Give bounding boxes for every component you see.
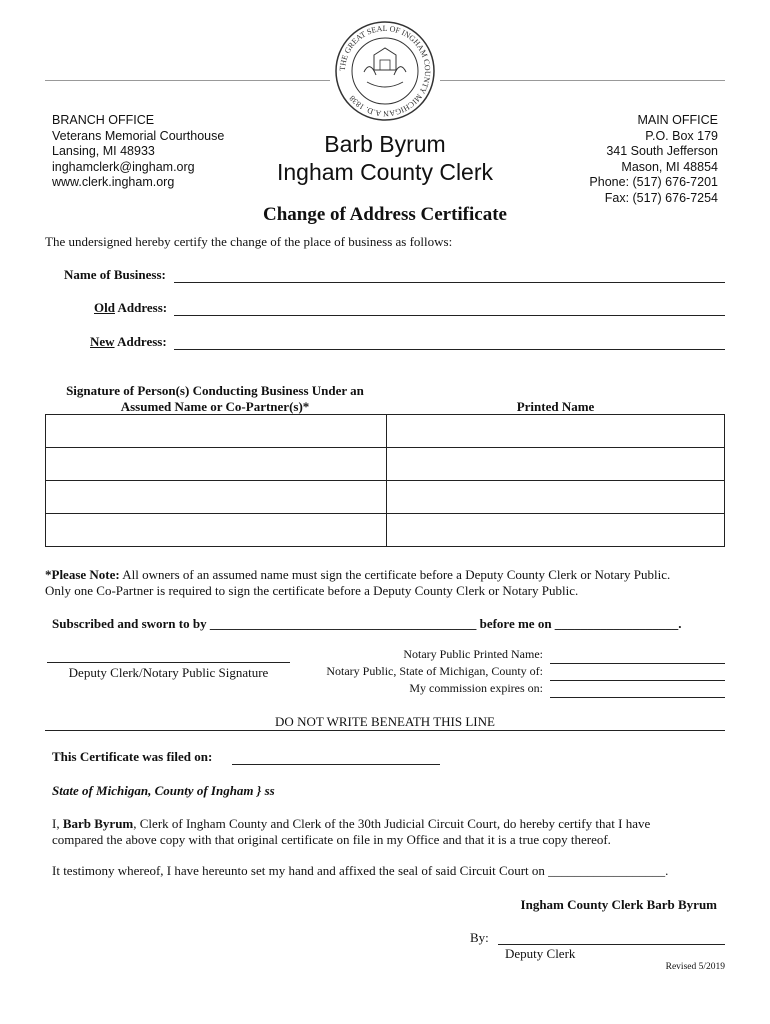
signature-cell[interactable] — [46, 415, 387, 448]
sworn-statement: Subscribed and sworn to by _________________________________________ before me on ___________________. — [52, 616, 682, 631]
deputy-clerk-label: Deputy Clerk — [505, 946, 576, 961]
signature-header-line: Assumed Name or Co-Partner(s)* — [120, 399, 310, 414]
branch-office-block — [52, 113, 224, 191]
header-rule-left — [45, 80, 330, 81]
revised-date: Revised 5/2019 — [665, 962, 725, 972]
venue-line: State of Michigan, County of Ingham } ss — [52, 783, 275, 798]
main-office-title: MAIN OFFICE — [637, 113, 718, 127]
business-name-label: Name of Business: — [64, 267, 166, 282]
notary-printed-name-label: Notary Public Printed Name: — [403, 647, 543, 661]
main-office-phone: Phone: (517) 676-7201 — [589, 175, 718, 189]
printed-name-column-header: Printed Name — [516, 399, 595, 414]
do-not-write-divider — [45, 730, 725, 731]
deputy-signature-field[interactable] — [47, 662, 290, 663]
signature-table — [45, 414, 725, 547]
notary-county-label: Notary Public, State of Michigan, County of: — [326, 664, 543, 678]
clerk-certification — [52, 816, 742, 848]
new-word: New — [90, 334, 115, 349]
address-word: Address: — [114, 300, 168, 315]
signature-cell[interactable] — [46, 514, 387, 547]
branch-office-title: BRANCH OFFICE — [52, 113, 155, 127]
branch-office-line: Lansing, MI 48933 — [52, 144, 155, 158]
notary-printed-name-field[interactable] — [550, 663, 725, 664]
signature-cell[interactable] — [46, 481, 387, 514]
by-label: By: — [470, 930, 489, 945]
svg-text:THE GREAT SEAL OF INGHAM COUNT: THE GREAT SEAL OF INGHAM COUNTY MICHIGAN A.D. 1838 — [337, 23, 433, 119]
notary-county-field[interactable] — [550, 680, 725, 681]
printed-name-cell[interactable] — [387, 514, 725, 547]
address-word: Address: — [114, 334, 167, 349]
deputy-signature-label: Deputy Clerk/Notary Public Signature — [68, 665, 269, 680]
header-rule-right — [440, 80, 725, 81]
old-address-label — [94, 300, 167, 316]
signature-header-line: Signature of Person(s) Conducting Business Under an — [66, 383, 364, 398]
main-office-line: P.O. Box 179 — [645, 128, 718, 143]
new-address-field[interactable] — [174, 349, 725, 350]
commission-expires-label: My commission expires on: — [409, 681, 543, 695]
printed-name-cell[interactable] — [387, 481, 725, 514]
branch-office-website[interactable]: www.clerk.ingham.org — [52, 175, 175, 189]
form-title: Change of Address Certificate — [263, 204, 507, 225]
printed-name-cell[interactable] — [387, 448, 725, 481]
cert-text: , Clerk of Ingham County and Clerk of the 30th Judicial Circuit Court, do hereby certify that I have — [133, 816, 651, 831]
main-office-line: Mason, MI 48854 — [621, 159, 718, 174]
new-address-label — [90, 334, 167, 350]
cert-text-2: compared the above copy with that original certificate on file in my Office and that it is a true copy thereof. — [52, 832, 611, 847]
table-row — [46, 481, 725, 514]
filed-on-field[interactable] — [232, 764, 440, 765]
notary-labels — [326, 646, 543, 697]
old-word: Old — [94, 300, 115, 315]
table-row — [46, 448, 725, 481]
commission-expires-field[interactable] — [550, 697, 725, 698]
table-row — [46, 514, 725, 547]
old-address-field[interactable] — [174, 315, 725, 316]
clerk-title: Ingham County Clerk — [276, 159, 494, 185]
clerk-signer: Ingham County Clerk Barb Byrum — [520, 897, 717, 912]
testimony-line: It testimony whereof, I have hereunto set my hand and affixed the seal of said Circuit Court on __________________. — [52, 863, 669, 878]
note-text: All owners of an assumed name must sign the certificate before a Deputy County Clerk or Notary Public. — [119, 567, 671, 582]
cert-pre: I, — [52, 816, 63, 831]
branch-office-line: Veterans Memorial Courthouse — [52, 128, 225, 143]
branch-office-email[interactable]: inghamclerk@ingham.org — [52, 159, 195, 174]
county-seal — [334, 20, 436, 122]
printed-name-cell[interactable] — [387, 415, 725, 448]
clerk-name: Barb Byrum — [324, 131, 446, 157]
table-row — [46, 415, 725, 448]
main-office-line: 341 South Jefferson — [606, 144, 718, 158]
filed-on-label: This Certificate was filed on: — [52, 749, 213, 764]
main-office-block — [589, 113, 718, 206]
please-note — [45, 567, 745, 599]
note-text-2: Only one Co-Partner is required to sign the certificate before a Deputy County Clerk or Notary Public. — [45, 583, 579, 598]
business-name-field[interactable] — [174, 282, 725, 283]
main-office-fax: Fax: (517) 676-7254 — [604, 190, 718, 205]
note-label: *Please Note: — [45, 567, 120, 582]
intro-text: The undersigned hereby certify the change of the place of business as follows: — [45, 234, 453, 249]
deputy-clerk-signature-field[interactable] — [498, 944, 725, 945]
cert-clerk-name: Barb Byrum — [62, 816, 134, 831]
do-not-write-text: DO NOT WRITE BENEATH THIS LINE — [275, 714, 495, 729]
signature-cell[interactable] — [46, 448, 387, 481]
clerk-heading — [270, 130, 500, 186]
signature-column-header — [45, 383, 385, 415]
